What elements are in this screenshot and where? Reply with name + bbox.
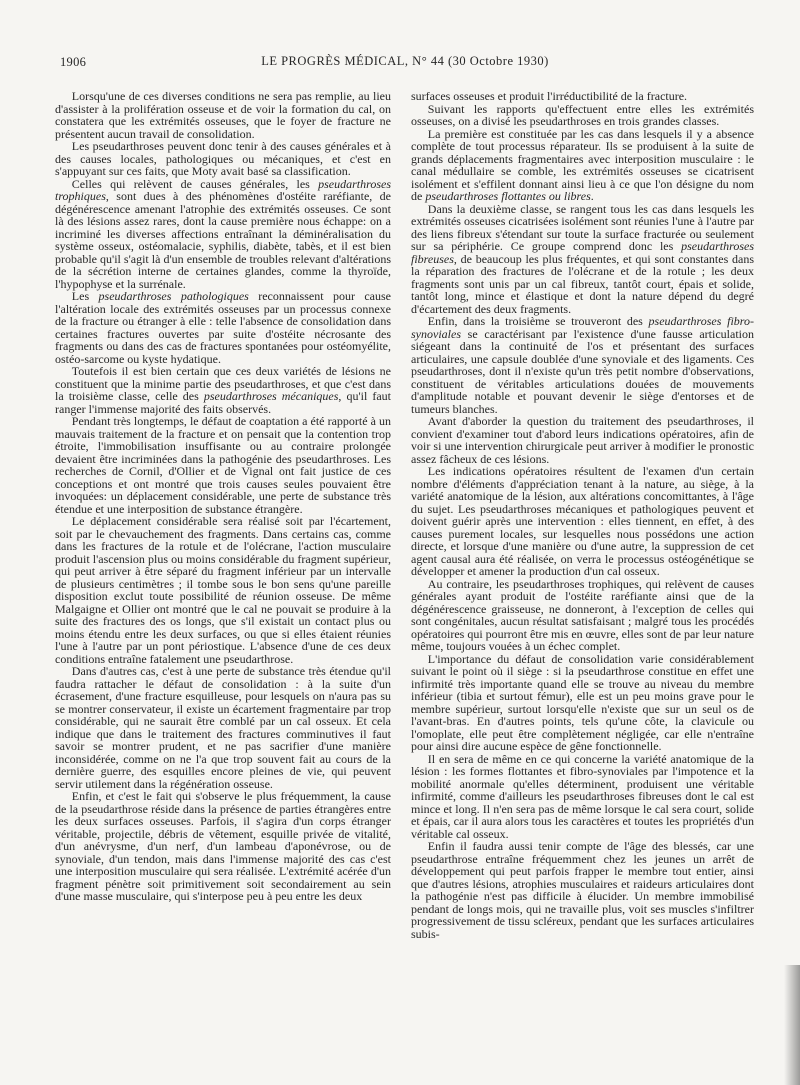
paragraph-text: reconnaissent pour cause l'altération locale des extrémités osseuses par un processus connexe de la fracture ou étranger à elle : telle l'absence de consolidation dans certaines fractures ouvertes par suite d'ostéite nécrosante des fragments ou dans des cas de fractures spontanées pour ostéomyélite, ostéo-sarcome ou kyste hydatique. <box>55 289 391 366</box>
paragraph-text: , sont dues à des phénomènes d'ostéite raréfiante, de dégénérescence amenant l'atrophie des extrémités osseuses. Ce sont là des lésions assez rares, dont la cause première nous échappe: on a incriminé les diverses affections entraînant la déminéralisation du système osseux, ostéomalacie, syphilis, diabète, tabès, et il est bien probable qu'il s'agit là d'un ensemble de troubles relevant d'altérations de la sécrétion interne de certaines glandes, comme la thyroïde, l'hypophyse et la surrénale. <box>55 189 391 291</box>
paragraph <box>411 578 754 653</box>
paragraph-text: se caractérisant par l'existence d'une fausse articulation siégeant dans la continuité de l'os et présentant des surfaces articulaires, une capsule doublée d'une synoviale et des ligaments. Ces pseudarthroses, dont il n'existe qu'un très petit nombre d'observations, constituent de véritables articulations douées de mouvements d'amplitude notable et pouvant devenir le siège d'entorses et de tumeurs blanches. <box>411 326 754 416</box>
paragraph-text: Les indications opératoires résultent de l'examen d'un certain nombre d'éléments d'appréciation tenant à la nature, au siège, à la variété anatomique de la lésion, aux altérations concomittantes, à l'âge du sujet. Les pseudarthroses mécaniques et pathologiques peuvent et doivent guérir après une intervention : elles tiennent, en effet, à des causes purement locales, sur lesquelles nous possédons une action directe, et lorsque d'une manière ou d'une autre, la suppression de cet agent causal aura été réalisée, on verra le processus ostéogénétique se développer et amener la production d'un cal osseux. <box>411 464 754 578</box>
paragraph <box>55 415 391 515</box>
running-header-title: LE PROGRÈS MÉDICAL, N° 44 (30 Octobre 1930) <box>261 54 549 68</box>
paragraph <box>55 290 391 365</box>
paragraph <box>411 315 754 415</box>
paragraph <box>55 365 391 415</box>
paragraph-text: Les <box>71 289 99 303</box>
paragraph <box>411 128 754 203</box>
paragraph <box>411 203 754 316</box>
paragraph <box>55 90 391 140</box>
paragraph-text: , qu'il faut ranger l'immense majorité des faits observés. <box>55 389 391 416</box>
paragraph-text: L'importance du défaut de consolidation varie considérablement suivant le point où il siège : si la pseudarthrose constitue en effet une infirmité très importante quand elle se trouve au niveau du membre inférieur (tibia et surtout fémur), elle est un peu moins grave pour le membre supérieur, surtout lorsqu'elle n'existe que sur un seul os de l'avant-bras. En d'autres points, tels qu'une côte, la clavicule ou l'omoplate, elle peut être complètement négligée, car elle n'entraîne pour ainsi dire aucune espèce de gêne fonctionnelle. <box>411 651 754 753</box>
paragraph-text: Pendant très longtemps, le défaut de coaptation a été rapporté à un mauvais traitement de la fracture et on pensait que la contention trop étroite, l'immobilisation insuffisante ou au contraire prolongée devaient être incriminées dans la pathogénie des pseudarthroses. Les recherches de Cornil, d'Ollier et de Vignal ont fait justice de ces conceptions et ont montré que trois causes seules pouvaient être invoquées: un déplacement considérable, une perte de substance très étendue et une interposition de substance étrangère. <box>55 414 391 516</box>
italic-term: pseudarthroses trophiques <box>55 176 391 203</box>
paragraph <box>411 753 754 841</box>
paragraph-text: Enfin il faudra aussi tenir compte de l'âge des blessés, car une pseudarthrose entraîne fréquemment chez les jeunes un arrêt de développement qui peut parfois frapper le membre tout entier, ainsi que d'autres lésions, atrophies musculaires et raideurs articulaires dont la pathogénie n'est pas difficile à élucider. Un membre immobilisé pendant de longs mois, qui ne travaille plus, voit ses muscles s'infiltrer progressivement de tissu scléreux, pendant que les surfaces articulaires subis- <box>411 839 754 941</box>
paragraph-text: Suivant les rapports qu'effectuent entre elles les extrémités osseuses, on a divisé les pseudarthroses en trois grandes classes. <box>411 101 754 128</box>
paragraph <box>411 103 754 128</box>
italic-term: pseudarthroses fibreuses <box>411 239 754 266</box>
paragraph-text: Celles qui relèvent de causes générales, les <box>71 176 319 191</box>
italic-term: pseudarthroses mécaniques <box>203 389 339 403</box>
paragraph-text: . <box>590 189 594 203</box>
paragraph <box>55 140 391 178</box>
paragraph-text: , de beaucoup les plus fréquentes, et qui sont constantes dans la réparation des fractures de l'olécrane et de la rotule ; les deux fragments sont unis par un cal fibreux, tantôt court, épais et solide, tantôt long, mince et élastique et dont la nature dépend du degré d'écartement des deux fragments. <box>411 251 754 316</box>
paragraph <box>411 653 754 753</box>
paragraph-text: Dans d'autres cas, c'est à une perte de substance très étendue qu'il faudra rattacher le défaut de consolidation : à la suite d'un écrasement, d'une fracture esquilleuse, pour lesquels on n'aura pas su se montrer conservateur, il existe un écartement fragmentaire par trop considérable, qui ne saurait être comblé par un cal osseux. Et cela indique que dans le traitement des fractures comminutives il faut savoir se montrer prudent, et ne pas sacrifier d'une manière inconsidérée, comme on ne l'a que trop souvent fait au cours de la dernière guerre, des esquilles encore pleines de vie, qui peuvent servir utilement dans la régénération osseuse. <box>55 664 391 791</box>
paragraph-text: Avant d'aborder la question du traitement des pseudarthroses, il convient d'examiner tout d'abord leurs indications opératoires, afin de voir si une intervention chirurgicale peut arriver à modifier le pronostic assez fâcheux de ces lésions. <box>411 414 754 466</box>
paragraph-text: Au contraire, les pseudarthroses trophiques, qui relèvent de causes générales ayant produit de l'ostéite raréfiante ainsi que de la dégénérescence graisseuse, ne donneront, à l'exception de celles qui sont congénitales, aucun résultat satisfaisant ; malgré tous les procédés opératoires qui pourront être mis en œuvre, elles sont de par leur nature même, toujours vouées à un échec complet. <box>411 576 754 653</box>
paragraph-text: Enfin, et c'est le fait qui s'observe le plus fréquemment, la cause de la pseudarthrose réside dans la présence de parties étrangères entre les deux surfaces osseuses. Parfois, il s'agira d'un corps étranger véritable, projectile, débris de vêtement, esquille privée de vitalité, d'un anévrysme, d'un nerf, d'un lambeau d'aponévrose, ou de synoviale, d'un tendon, mais dans l'immense majorité des cas c'est une interposition musculaire qui sera réalisée. L'extrémité acérée d'un fragment pénètre soit primitivement soit secondairement au sein d'une masse musculaire, qui s'interpose peu à peu entre les deux <box>55 789 391 903</box>
italic-term: pseudarthroses flottantes ou libres <box>425 189 591 203</box>
paragraph <box>55 665 391 790</box>
paragraph-text: Le déplacement considérable sera réalisé soit par l'écartement, soit par le chevauchement des fragments. Dans certains cas, comme dans les fractures de la rotule et de l'olécrane, l'action musculaire produit l'ascension plus ou moins considérable du fragment supérieur, qui peut arriver à être séparé du fragment inférieur par un intervalle de plusieurs centimètres ; il tombe sous le bon sens qu'une pareille disposition exclut toute possibilité de réunion osseuse. De même Malgaigne et Ollier ont montré que le cal ne pouvait se produire à la suite des fractures des os longs, que s'il existait un contact plus ou moins étendu entre les deux surfaces, ou que si elles étaient réunies l'une à l'autre par un pont périostique. L'absence d'une de ces deux conditions entraîne fatalement une pseudarthrose. <box>55 514 391 666</box>
paragraph-text: Dans la deuxième classe, se rangent tous les cas dans lesquels les extrémités osseuses cicatrisées isolément sont réunies l'une à l'autre par des liens fibreux s'étendant sur toute la surface fracturée ou seulement sur sa périphérie. Ce groupe comprend donc les <box>411 201 754 253</box>
paragraph-text: Lorsqu'une de ces diverses conditions ne sera pas remplie, au lieu d'assister à la prolifération osseuse et de voir la formation du cal, on constatera que les extrémités osseuses, que le foyer de fracture ne présentent aucun travail de consolidation. <box>55 89 391 141</box>
scan-edge-shadow <box>784 965 800 1085</box>
paragraph <box>411 415 754 465</box>
paragraph <box>55 790 391 903</box>
paragraph-text: Enfin, dans la troisième se trouveront des <box>427 314 649 328</box>
right-column <box>411 90 754 940</box>
paragraph <box>411 465 754 578</box>
left-column <box>55 90 391 903</box>
italic-term: pseudarthroses fibro-synoviales <box>411 314 754 341</box>
paragraph-text: Toutefois il est bien certain que ces deux variétés de lésions ne constituent que la minime partie des pseudarthroses, et que c'est dans la troisième classe, celle des <box>55 364 391 403</box>
paragraph <box>55 515 391 665</box>
paragraph <box>55 178 391 291</box>
page-number: 1906 <box>60 55 87 69</box>
italic-term: pseudarthroses pathologiques <box>98 289 249 303</box>
paragraph <box>411 840 754 940</box>
paragraph-text: Il en sera de même en ce qui concerne la variété anatomique de la lésion : les formes flottantes et fibro-synoviales par l'impotence et la mobilité anormale qu'elles déterminent, produisent une véritable infirmité, comme d'ailleurs les pseudarthroses fibreuses dont le cal est mince et long. Il n'en sera pas de même lorsque le cal sera court, solide et épais, car il aura alors tous les caractères et toutes les propriétés d'un véritable cal osseux. <box>411 751 754 841</box>
paragraph-text: Les pseudarthroses peuvent donc tenir à des causes générales et à des causes locales, pathologiques ou mécaniques, et c'est en s'appuyant sur ces faits, que Moty avait basé sa classification. <box>55 139 391 178</box>
paragraph-text: La première est constituée par les cas dans lesquels il y a absence complète de tout processus réparateur. Ils se produisent à la suite de grands déplacements fragmentaires avec interposition musculaire : le canal médullaire se comble, les extrémités osseuses se cicatrisent isolément et s'effilent donnant ainsi lieu à ce que l'on désigne du nom de <box>411 126 754 203</box>
paragraph-text: surfaces osseuses et produit l'irréductibilité de la fracture. <box>411 89 688 103</box>
